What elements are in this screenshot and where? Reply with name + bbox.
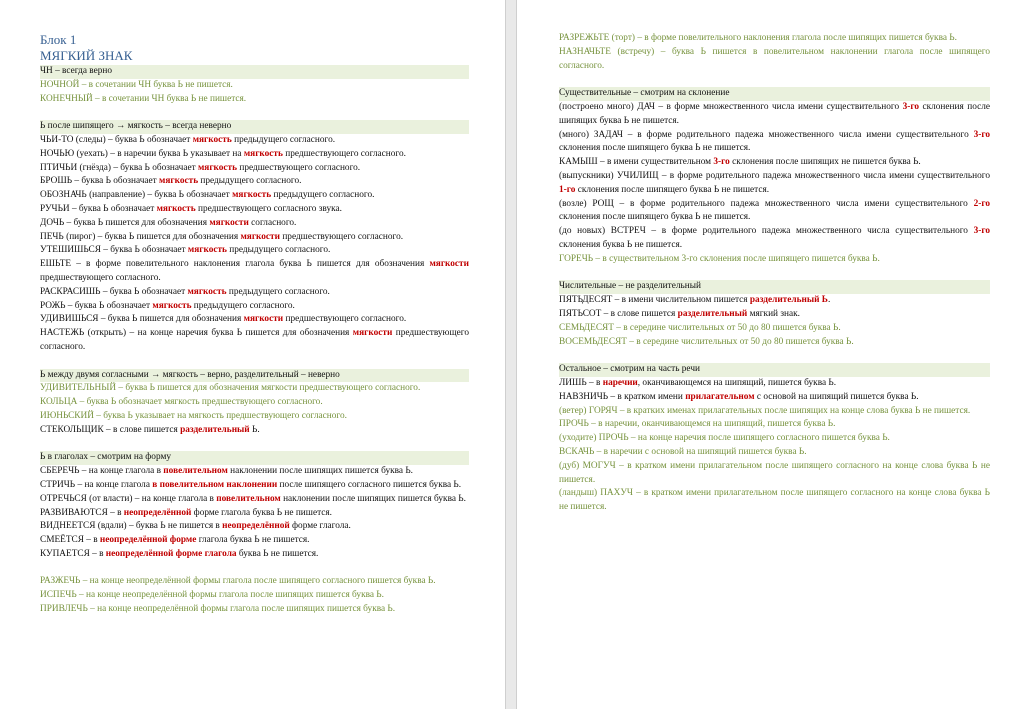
rule-text: НОЧЬЮ (уехать) – в наречии буква Ь указывает на — [40, 148, 244, 159]
highlight-term: 3-го — [902, 101, 919, 112]
section-heading: Ь между двумя согласными → мягкость – верно, разделительный – неверно — [40, 369, 469, 383]
rule-line — [559, 156, 990, 170]
rule-text: ЕШЬТЕ – в форме повелительного наклонения глагола буква Ь пишется для обозначения — [40, 259, 430, 270]
rule-text: ИЮНЬСКИЙ – буква Ь указывает на мягкость предшествующего согласного. — [40, 410, 347, 421]
rule-line — [559, 129, 990, 157]
rule-text: Ь. — [249, 424, 260, 435]
rule-text: . — [827, 295, 831, 306]
rule-text: согласного. — [248, 217, 297, 228]
highlight-term: неопределённой — [123, 507, 192, 518]
spacer — [40, 438, 469, 452]
rule-line — [559, 418, 990, 432]
rule-text: КОНЕЧНЫЙ – в сочетании ЧН буква Ь не пишется. — [40, 93, 247, 104]
rule-text: склонения после шипящих не пишется буква Ь. — [729, 157, 921, 168]
rule-text: наклонении после шипящих пишется буква Ь. — [280, 493, 466, 504]
rule-line — [40, 396, 469, 410]
rule-line — [559, 198, 990, 226]
highlight-term: мягкости — [352, 328, 393, 339]
rule-text: склонения после шипящих буква Ь не пишется. — [559, 101, 990, 126]
rule-text: буква Ь не пишется. — [236, 548, 319, 559]
rule-line — [40, 148, 469, 162]
section-heading: Ь после шипящего → мягкость – всегда неверно — [40, 120, 469, 134]
highlight-term: мягкость — [152, 300, 192, 311]
spacer — [559, 267, 990, 281]
rule-text: предшествующего согласного звука. — [195, 203, 342, 214]
document-page-right — [516, 0, 1024, 709]
rule-line — [40, 175, 469, 189]
rule-line — [40, 286, 469, 300]
highlight-term: 3-го — [713, 157, 730, 168]
highlight-term: повелительном — [216, 493, 281, 504]
section-heading: Числительные – не разделительный — [559, 280, 990, 294]
rule-text: мягкий знак. — [747, 308, 800, 319]
rule-line — [40, 479, 469, 493]
highlight-term: неопределённой форме глагола — [105, 548, 237, 559]
highlight-term: 2-го — [973, 198, 990, 209]
highlight-term: в повелительном наклонении — [152, 479, 278, 490]
highlight-term: мягкость — [243, 148, 283, 159]
rule-line — [559, 377, 990, 391]
rule-line — [40, 507, 469, 521]
highlight-term: повелительном — [163, 466, 228, 477]
rule-text: наклонении после шипящих пишется буква Ь. — [227, 466, 413, 477]
rule-line — [559, 308, 990, 322]
spacer — [40, 106, 469, 120]
rule-line — [40, 382, 469, 396]
rule-line — [559, 32, 990, 46]
highlight-term: разделительный — [677, 308, 748, 319]
highlight-term: неопределённой форме — [99, 535, 197, 546]
highlight-term: мягкость — [232, 190, 272, 201]
highlight-term: мягкость — [187, 245, 227, 256]
rule-text: предыдущего согласного. — [226, 245, 331, 256]
highlight-term: мягкость — [197, 162, 238, 173]
rule-line — [559, 253, 990, 267]
rule-text: (уходите) ПРОЧЬ – на конце наречия после шипящего согласного пишется буква Ь. — [559, 433, 890, 444]
rule-line — [40, 548, 469, 562]
rule-line — [40, 410, 469, 424]
block-title: Блок 1 — [40, 32, 77, 47]
rule-text: ВСКАЧЬ – в наречии с основой на шипящий пишется буква Ь. — [559, 446, 807, 457]
rule-line — [559, 460, 990, 488]
rule-text: склонения после шипящего буква Ь не пишется. — [575, 184, 770, 195]
section-heading: Существительные – смотрим на склонение — [559, 87, 990, 101]
highlight-term: мягкости — [209, 217, 249, 228]
rule-text: ПЯТЬДЕСЯТ – в имени числительном пишется — [559, 295, 750, 306]
rule-line — [40, 93, 469, 107]
rule-line — [559, 322, 990, 336]
rule-line — [559, 432, 990, 446]
rule-line — [559, 446, 990, 460]
spacer — [559, 73, 990, 87]
document-page-left — [0, 0, 506, 709]
rule-text: СТЕКОЛЬЩИК – в слове пишется — [40, 424, 181, 435]
rule-text: предыдущего согласного. — [226, 286, 330, 297]
rule-text: ПРИВЛЕЧЬ – на конце неопределённой формы глагола после шипящих пишется буква Ь. — [40, 604, 396, 615]
rule-line — [40, 162, 469, 176]
highlight-term: мягкость — [156, 203, 196, 214]
rule-text: (построено много) ДАЧ – в форме множественного числа имени существительного — [559, 101, 903, 112]
highlight-term: разделительный — [180, 424, 250, 435]
rule-text: РУЧЬИ – буква Ь обозначает — [40, 203, 157, 214]
rule-text: глагола буква Ь не пишется. — [196, 535, 310, 546]
rule-line — [559, 101, 990, 129]
highlight-term: мягкости — [240, 231, 280, 242]
highlight-term: неопределённой — [222, 521, 290, 532]
rule-text: (ландыш) ПАХУЧ – в кратком имени прилагательном после шипящего согласного на конце слова буква Ь не пишется. — [559, 488, 990, 513]
highlight-term: мягкость — [187, 286, 227, 297]
rule-text: КОЛЬЦА – буква Ь обозначает мягкость предшествующего согласного. — [40, 397, 323, 408]
rule-text: БРОШЬ – буква Ь обозначает — [40, 176, 160, 187]
rule-line — [40, 493, 469, 507]
rule-text: предыдущего согласного. — [231, 134, 336, 145]
highlight-term: наречии — [602, 377, 638, 388]
highlight-term: мягкость — [159, 176, 199, 187]
rule-text: предшествующего согласного. — [40, 328, 469, 352]
section-heading: Остальное – смотрим на часть речи — [559, 363, 990, 377]
rule-line — [40, 520, 469, 534]
rule-text: СБЕРЕЧЬ – на конце глагола в — [40, 466, 164, 477]
rule-text: УДИВИШЬСЯ – буква Ь пишется для обозначения — [40, 314, 244, 325]
rule-line — [559, 294, 990, 308]
rule-text: УДИВИТЕЛЬНЫЙ – буква Ь пишется для обозначения мягкости предшествующего согласного. — [40, 383, 421, 394]
rule-text: НАВЗНИЧЬ – в кратком имени — [559, 391, 686, 402]
rule-text: (много) ЗАДАЧ – в форме родительного падежа множественного числа имени существительного — [559, 129, 974, 140]
rule-line — [559, 487, 990, 515]
rule-line — [559, 405, 990, 419]
rule-text: предшествующего согласного. — [282, 148, 406, 159]
highlight-term: 3-го — [973, 129, 990, 140]
block-subtitle: МЯГКИЙ ЗНАК — [40, 48, 133, 63]
highlight-term: прилагательном — [685, 391, 755, 402]
rule-text: РАЗЖЕЧЬ – на конце неопределённой формы глагола после шипящего согласного пишется буква Ь. — [40, 576, 436, 587]
rule-text: ОБОЗНАЧЬ (направление) – буква Ь обозначает — [40, 190, 233, 201]
rule-text: ДОЧЬ – буква Ь пишется для обозначения — [40, 217, 210, 228]
rule-text: РАЗВИВАЮТСЯ – в — [40, 507, 124, 518]
rule-text: СЕМЬДЕСЯТ – в середине числительных от 50 до 80 пишется буква Ь. — [559, 322, 841, 333]
rule-line — [40, 300, 469, 314]
highlight-term: разделительный Ь — [749, 295, 828, 306]
rule-text: КАМЫШ – в имени существительном — [559, 157, 714, 168]
rule-text: ГОРЕЧЬ – в существительном 3-го склонения после шипящего пишется буква Ь. — [559, 253, 880, 264]
rule-text: РОЖЬ – буква Ь обозначает — [40, 300, 153, 311]
rule-text: склонения буква Ь не пишется. — [559, 239, 683, 250]
rule-line — [40, 603, 469, 617]
rule-text: предшествующего согласного. — [280, 231, 404, 242]
rule-text: СМЕЁТСЯ – в — [40, 535, 100, 546]
rule-line — [40, 134, 469, 148]
page-left-body — [40, 65, 469, 617]
page-right-body — [559, 32, 990, 515]
rule-text: НОЧНОЙ – в сочетании ЧН буква Ь не пишется. — [40, 79, 233, 90]
rule-text: предыдущего согласного. — [198, 176, 302, 187]
rule-text: РАЗРЕЖЬТЕ (торт) – в форме повелительного наклонения глагола после шипящих пишется буква Ь. — [559, 33, 957, 43]
rule-line — [559, 46, 990, 74]
rule-line — [40, 231, 469, 245]
rule-text: РАСКРАСИШЬ – буква Ь обозначает — [40, 286, 188, 297]
rule-line — [559, 391, 990, 405]
rule-text: форме глагола буква Ь не пишется. — [191, 507, 332, 518]
rule-line — [40, 575, 469, 589]
rule-line — [40, 217, 469, 231]
rule-line — [40, 534, 469, 548]
rule-text: склонения после шипящего буква Ь не пишется. — [559, 212, 751, 223]
section-heading: ЧН – всегда верно — [40, 65, 469, 79]
rule-line — [40, 327, 469, 355]
rule-text: предшествующего согласного. — [237, 162, 361, 173]
rule-text: ИСПЕЧЬ – на конце неопределённой формы глагола после шипящих пишется буква Ь. — [40, 590, 384, 601]
rule-text: ПЯТЬСОТ – в слове пишется — [559, 308, 678, 319]
rule-text: ПРОЧЬ – в наречии, оканчивающемся на шипящий, пишется буква Ь. — [559, 419, 836, 430]
rule-text: , оканчивающемся на шипящий, пишется буква Ь. — [637, 377, 837, 388]
rule-text: (до новых) ВСТРЕЧ – в форме родительного падежа множественного числа существительного — [559, 226, 974, 237]
rule-text: предшествующего согласного. — [283, 314, 407, 325]
rule-text: (ветер) ГОРЯЧ – в кратких именах прилагательных после шипящих на конце слова буква Ь не пишется. — [559, 405, 971, 416]
rule-line — [40, 189, 469, 203]
spacer — [40, 562, 469, 576]
rule-line — [559, 225, 990, 253]
rule-line — [559, 336, 990, 350]
rule-text: ВИДНЕЕТСЯ (вдали) – буква Ь не пишется в — [40, 521, 223, 532]
rule-text: ЧЬИ-ТО (следы) – буква Ь обозначает — [40, 134, 193, 145]
rule-text: ОТРЕЧЬСЯ (от власти) – на конце глагола в — [40, 493, 217, 504]
rule-text: предыдущего согласного. — [271, 190, 375, 201]
spacer — [40, 355, 469, 369]
rule-text: ВОСЕМЬДЕСЯТ – в середине числительных от 50 до 80 пишется буква Ь. — [559, 336, 854, 347]
rule-line — [40, 244, 469, 258]
highlight-term: 3-го — [973, 226, 990, 237]
rule-text: НАСТЕЖЬ (открыть) – на конце наречия буква Ь пишется для обозначения — [40, 328, 353, 339]
rule-text: (возле) РОЩ – в форме родительного падежа множественного числа имени существительного — [559, 198, 974, 209]
rule-line — [40, 79, 469, 93]
rule-text: ПЕЧЬ (пирог) – буква Ь пишется для обозначения — [40, 231, 241, 242]
highlight-term: 1-го — [559, 184, 576, 195]
rule-text: (дуб) МОГУЧ – в кратком имени прилагательном после шипящего согласного на конце слова буква Ь не пишется. — [559, 460, 990, 485]
rule-text: предшествующего согласного. — [40, 272, 161, 283]
rule-line — [40, 203, 469, 217]
rule-text: с основой на шипящий пишется буква Ь. — [754, 391, 919, 402]
rule-text: предыдущего согласного. — [191, 300, 295, 311]
rule-text: КУПАЕТСЯ – в — [40, 548, 106, 559]
rule-line — [40, 465, 469, 479]
rule-text: ПТИЧЬИ (гнёзда) – буква Ь обозначает — [40, 162, 198, 173]
highlight-term: мягкости — [243, 314, 284, 325]
rule-text: СТРИЧЬ – на конце глагола — [40, 479, 153, 490]
rule-line — [40, 424, 469, 438]
rule-text: ЛИШЬ – в — [559, 377, 603, 388]
rule-text: НАЗНАЧЬТЕ (встречу) – буква Ь пишется в повелительном наклонении глагола после шипящего согласного. — [559, 46, 990, 71]
spacer — [559, 349, 990, 363]
rule-line — [40, 589, 469, 603]
rule-text: УТЕШИШЬСЯ – буква Ь обозначает — [40, 245, 188, 256]
highlight-term: мягкость — [192, 134, 232, 145]
rule-text: склонения после шипящего буква Ь не пишется. — [559, 143, 751, 154]
rule-text: после шипящего согласного пишется буква Ь. — [277, 479, 462, 490]
highlight-term: мягкости — [429, 259, 469, 270]
rule-line — [559, 170, 990, 198]
rule-text: форме глагола. — [289, 521, 351, 532]
rule-line — [40, 313, 469, 327]
rule-text: (выпускники) УЧИЛИЩ – в форме родительного падежа множественного числа имени существительного — [559, 170, 990, 181]
section-heading: Ь в глаголах – смотрим на форму — [40, 451, 469, 465]
rule-line — [40, 258, 469, 286]
